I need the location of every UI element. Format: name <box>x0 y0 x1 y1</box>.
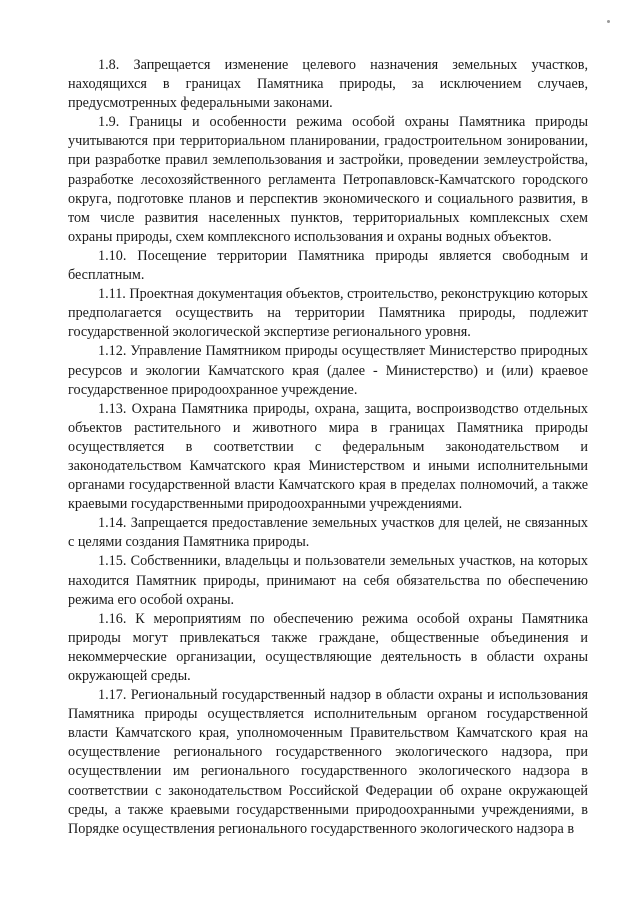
paragraph-1-12: 1.12. Управление Памятником природы осуществляет Министерство природных ресурсов и экологии Камчатского края (далее - Министерство) и (или) краевое государственное природоохранное учреждение. <box>68 343 588 398</box>
paragraph-1-14: 1.14. Запрещается предоставление земельных участков для целей, не связанных с целями создания Памятника природы. <box>68 515 588 551</box>
paragraph-1-11: 1.11. Проектная документация объектов, строительство, реконструкцию которых предполагается осуществить на территории Памятника природы, подлежит государственной экологической экспертизе регионального уровня. <box>68 286 588 341</box>
scan-mark <box>607 20 610 23</box>
paragraph-1-9: 1.9. Границы и особенности режима особой охраны Памятника природы учитываются при территориальном планировании, градостроительном зонировании, при разработке правил землепользования и застройки, проведении землеустройства, разработке лесохозяйственного регламента Петропавловск-Камчатского городского округа, подготовке планов и перспектив экономического и социального развития, в том числе развития населенных пунктов, территориальных комплексных схем охраны природы, схем комплексного использования и охраны водных объектов. <box>68 114 588 245</box>
paragraph-1-17: 1.17. Региональный государственный надзор в области охраны и использования Памятника природы осуществляется исполнительным органом государственной власти Камчатского края, уполномоченным Правительством Камчатского края на осуществление регионального государственного экологического надзора, при осуществлении им регионального государственного экологического надзора в соответствии с законодательством Российской Федерации об охране окружающей среды, а также краевыми государственными природоохранными учреждениями, в Порядке осуществления регионального государственного экологического надзора в <box>68 687 588 837</box>
document-body <box>68 56 588 839</box>
paragraph-1-13: 1.13. Охрана Памятника природы, охрана, защита, воспроизводство отдельных объектов растительного и животного мира в границах Памятника природы осуществляется в соответствии с федеральным законодательством и законодательством Камчатского края Министерством и иными исполнительными органами государственной власти Камчатского края в пределах полномочий, а также краевыми государственными природоохранными учреждениями. <box>68 400 588 513</box>
paragraph-1-10: 1.10. Посещение территории Памятника природы является свободным и бесплатным. <box>68 247 588 284</box>
paragraph-1-8: 1.8. Запрещается изменение целевого назначения земельных участков, находящихся в границах Памятника природы, за исключением случаев, предусмотренных федеральными законами. <box>68 57 588 112</box>
paragraph-1-16: 1.16. К мероприятиям по обеспечению режима особой охраны Памятника природы могут привлекаться также граждане, общественные объединения и некоммерческие организации, осуществляющие деятельность в области охраны окружающей среды. <box>68 610 588 684</box>
paragraph-1-15: 1.15. Собственники, владельцы и пользователи земельных участков, на которых находится Памятник природы, принимают на себя обязательства по обеспечению режима его особой охраны. <box>68 553 588 608</box>
